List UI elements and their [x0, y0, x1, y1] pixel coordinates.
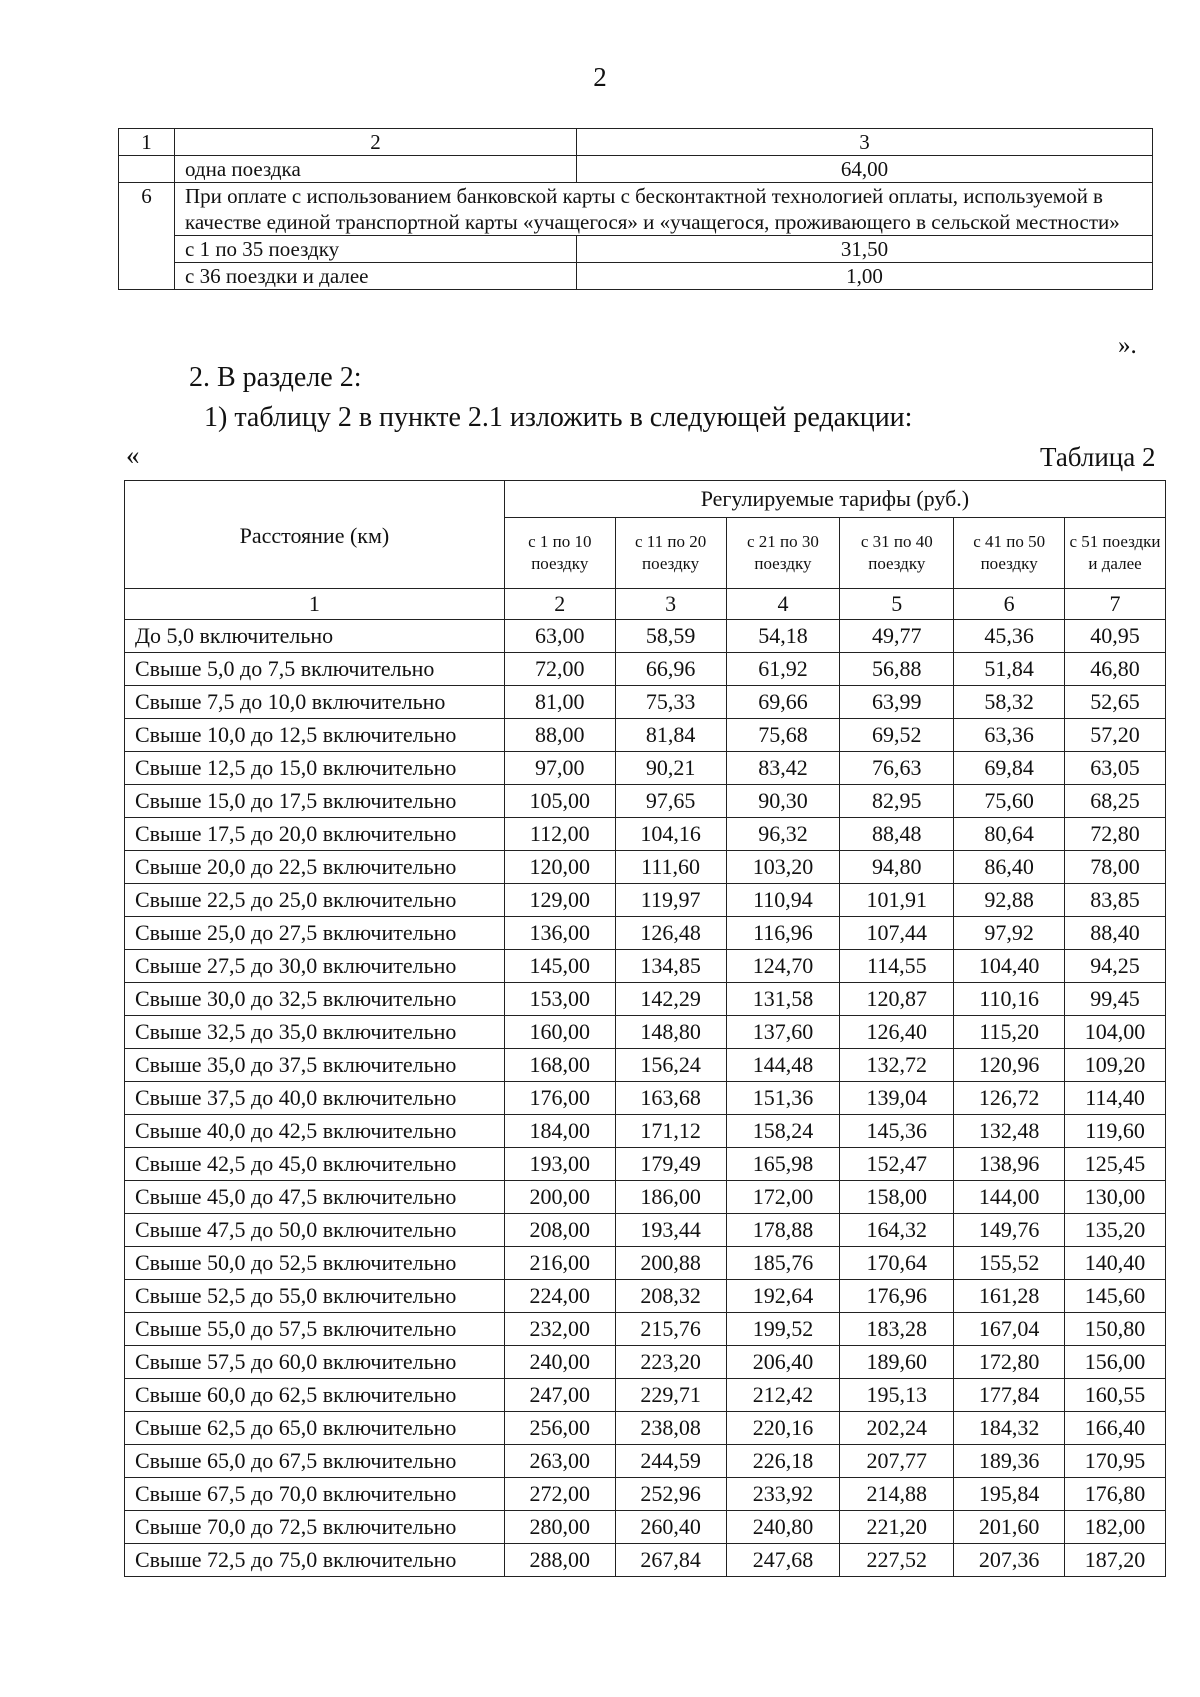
column-number: 1 — [125, 589, 505, 620]
row-value: 1,00 — [577, 263, 1153, 290]
tariff-cell: 97,00 — [504, 752, 615, 785]
table-row — [125, 653, 1166, 686]
tariff-cell: 240,00 — [504, 1346, 615, 1379]
tariff-cell: 144,00 — [954, 1181, 1065, 1214]
tariff-cell: 110,94 — [726, 884, 840, 917]
tariff-cell: 139,04 — [840, 1082, 954, 1115]
tariff-cell: 201,60 — [954, 1511, 1065, 1544]
tariff-cell: 130,00 — [1065, 1181, 1166, 1214]
tariff-cell: 136,00 — [504, 917, 615, 950]
tariff-cell: 185,76 — [726, 1247, 840, 1280]
tariff-cell: 75,60 — [954, 785, 1065, 818]
column-number: 2 — [175, 129, 577, 156]
tariff-cell: 144,48 — [726, 1049, 840, 1082]
column-header: с 41 по 50 поездку — [954, 518, 1065, 589]
tariff-cell: 75,68 — [726, 719, 840, 752]
table-row — [125, 1478, 1166, 1511]
tariff-cell: 166,40 — [1065, 1412, 1166, 1445]
table-row — [125, 719, 1166, 752]
table-row — [125, 1379, 1166, 1412]
tariff-cell: 140,40 — [1065, 1247, 1166, 1280]
tariff-cell: 88,40 — [1065, 917, 1166, 950]
tariff-cell: 145,00 — [504, 950, 615, 983]
table-row — [125, 1214, 1166, 1247]
tariff-cell: 134,85 — [615, 950, 726, 983]
tariff-cell: 63,36 — [954, 719, 1065, 752]
tariff-cell: 125,45 — [1065, 1148, 1166, 1181]
tariff-cell: 193,00 — [504, 1148, 615, 1181]
table-row — [125, 1313, 1166, 1346]
tariff-cell: 72,80 — [1065, 818, 1166, 851]
tariff-cell: 114,55 — [840, 950, 954, 983]
distance-cell: Свыше 52,5 до 55,0 включительно — [125, 1280, 505, 1313]
tariff-cell: 104,16 — [615, 818, 726, 851]
distance-cell: Свыше 45,0 до 47,5 включительно — [125, 1181, 505, 1214]
distance-cell: Свыше 37,5 до 40,0 включительно — [125, 1082, 505, 1115]
tariff-cell: 176,80 — [1065, 1478, 1166, 1511]
tariff-cell: 195,13 — [840, 1379, 954, 1412]
tariff-cell: 247,00 — [504, 1379, 615, 1412]
tariff-cell: 66,96 — [615, 653, 726, 686]
tariff-cell: 206,40 — [726, 1346, 840, 1379]
tariff-cell: 192,64 — [726, 1280, 840, 1313]
tariff-cell: 158,24 — [726, 1115, 840, 1148]
distance-cell: Свыше 35,0 до 37,5 включительно — [125, 1049, 505, 1082]
tariff-cell: 208,32 — [615, 1280, 726, 1313]
tariff-cell: 193,44 — [615, 1214, 726, 1247]
tariff-cell: 150,80 — [1065, 1313, 1166, 1346]
tariff-cell: 119,60 — [1065, 1115, 1166, 1148]
table-row — [119, 263, 1153, 290]
tariff-cell: 263,00 — [504, 1445, 615, 1478]
tariff-cell: 111,60 — [615, 851, 726, 884]
table-row — [125, 1115, 1166, 1148]
tariff-cell: 90,30 — [726, 785, 840, 818]
tariff-cell: 82,95 — [840, 785, 954, 818]
distance-cell: Свыше 22,5 до 25,0 включительно — [125, 884, 505, 917]
tariff-cell: 167,04 — [954, 1313, 1065, 1346]
tariff-cell: 207,77 — [840, 1445, 954, 1478]
tariff-cell: 83,85 — [1065, 884, 1166, 917]
tariff-cell: 153,00 — [504, 983, 615, 1016]
tariff-cell: 63,05 — [1065, 752, 1166, 785]
row-label: с 1 по 35 поездку — [175, 236, 577, 263]
tariff-cell: 208,00 — [504, 1214, 615, 1247]
tariff-cell: 105,00 — [504, 785, 615, 818]
tariff-cell: 99,45 — [1065, 983, 1166, 1016]
tariff-cell: 171,12 — [615, 1115, 726, 1148]
tariff-cell: 215,76 — [615, 1313, 726, 1346]
tariff-cell: 78,00 — [1065, 851, 1166, 884]
tariff-cell: 164,32 — [840, 1214, 954, 1247]
tariff-cell: 115,20 — [954, 1016, 1065, 1049]
row-value: 31,50 — [577, 236, 1153, 263]
tariff-cell: 97,65 — [615, 785, 726, 818]
tariff-cell: 220,16 — [726, 1412, 840, 1445]
distance-cell: Свыше 72,5 до 75,0 включительно — [125, 1544, 505, 1577]
tariff-cell: 148,80 — [615, 1016, 726, 1049]
tariff-cell: 126,40 — [840, 1016, 954, 1049]
tariff-cell: 202,24 — [840, 1412, 954, 1445]
tariff-cell: 288,00 — [504, 1544, 615, 1577]
item-paragraph: 1) таблицу 2 в пункте 2.1 изложить в следующей редакции: — [204, 402, 913, 433]
distance-cell: Свыше 30,0 до 32,5 включительно — [125, 983, 505, 1016]
tariff-cell: 88,00 — [504, 719, 615, 752]
tariff-cell: 212,42 — [726, 1379, 840, 1412]
tariff-cell: 132,72 — [840, 1049, 954, 1082]
table-row — [125, 884, 1166, 917]
tariff-cell: 109,20 — [1065, 1049, 1166, 1082]
table-row — [125, 1511, 1166, 1544]
tariff-cell: 238,08 — [615, 1412, 726, 1445]
top-tariff-table-fragment — [118, 128, 1153, 290]
distance-cell: Свыше 12,5 до 15,0 включительно — [125, 752, 505, 785]
tariff-cell: 168,00 — [504, 1049, 615, 1082]
tariff-cell: 45,36 — [954, 620, 1065, 653]
tariff-cell: 101,91 — [840, 884, 954, 917]
tariff-cell: 260,40 — [615, 1511, 726, 1544]
distance-cell: Свыше 27,5 до 30,0 включительно — [125, 950, 505, 983]
tariff-cell: 110,16 — [954, 983, 1065, 1016]
column-number: 6 — [954, 589, 1065, 620]
tariff-cell: 58,32 — [954, 686, 1065, 719]
tariff-cell: 176,96 — [840, 1280, 954, 1313]
row-number — [119, 156, 175, 183]
tariff-cell: 272,00 — [504, 1478, 615, 1511]
tariff-cell: 200,00 — [504, 1181, 615, 1214]
tariff-cell: 280,00 — [504, 1511, 615, 1544]
column-header: с 31 по 40 поездку — [840, 518, 954, 589]
closing-quote: ». — [1118, 332, 1137, 359]
table-row — [119, 156, 1153, 183]
table-row — [125, 1247, 1166, 1280]
distance-cell: Свыше 42,5 до 45,0 включительно — [125, 1148, 505, 1181]
column-header: с 11 по 20 поездку — [615, 518, 726, 589]
table-row — [125, 1016, 1166, 1049]
tariff-cell: 120,87 — [840, 983, 954, 1016]
tariff-cell: 63,99 — [840, 686, 954, 719]
tariff-cell: 207,36 — [954, 1544, 1065, 1577]
tariff-cell: 119,97 — [615, 884, 726, 917]
tariff-cell: 124,70 — [726, 950, 840, 983]
tariff-cell: 170,64 — [840, 1247, 954, 1280]
tariff-cell: 120,00 — [504, 851, 615, 884]
tariff-cell: 40,95 — [1065, 620, 1166, 653]
tariff-cell: 189,60 — [840, 1346, 954, 1379]
tariff-cell: 126,48 — [615, 917, 726, 950]
distance-cell: Свыше 7,5 до 10,0 включительно — [125, 686, 505, 719]
tariff-cell: 81,84 — [615, 719, 726, 752]
tariff-cell: 75,33 — [615, 686, 726, 719]
tariff-cell: 156,24 — [615, 1049, 726, 1082]
tariff-cell: 90,21 — [615, 752, 726, 785]
tariff-cell: 223,20 — [615, 1346, 726, 1379]
distance-cell: Свыше 5,0 до 7,5 включительно — [125, 653, 505, 686]
table-row — [125, 1148, 1166, 1181]
distance-cell: Свыше 47,5 до 50,0 включительно — [125, 1214, 505, 1247]
distance-cell: Свыше 65,0 до 67,5 включительно — [125, 1445, 505, 1478]
table-row — [125, 917, 1166, 950]
tariff-cell: 68,25 — [1065, 785, 1166, 818]
row-label: При оплате с использованием банковской карты с бесконтактной технологией оплаты, используемой в качестве единой транспортной карты «учащегося» и «учащегося, проживающего в сельской местности» — [175, 183, 1153, 236]
opening-quote: « — [126, 440, 140, 470]
tariff-cell: 247,68 — [726, 1544, 840, 1577]
tariff-cell: 179,49 — [615, 1148, 726, 1181]
tariff-cell: 200,88 — [615, 1247, 726, 1280]
tariff-cell: 177,84 — [954, 1379, 1065, 1412]
tariff-cell: 131,58 — [726, 983, 840, 1016]
column-number: 1 — [119, 129, 175, 156]
tariff-cell: 244,59 — [615, 1445, 726, 1478]
tariff-cell: 56,88 — [840, 653, 954, 686]
tariff-cell: 49,77 — [840, 620, 954, 653]
tariff-cell: 229,71 — [615, 1379, 726, 1412]
tariff-cell: 149,76 — [954, 1214, 1065, 1247]
table-row — [125, 1181, 1166, 1214]
tariff-cell: 69,66 — [726, 686, 840, 719]
tariff-cell: 160,00 — [504, 1016, 615, 1049]
tariff-cell: 120,96 — [954, 1049, 1065, 1082]
table-row — [125, 983, 1166, 1016]
table-row — [119, 183, 1153, 236]
tariff-cell: 104,40 — [954, 950, 1065, 983]
tariff-cell: 88,48 — [840, 818, 954, 851]
tariff-cell: 94,25 — [1065, 950, 1166, 983]
distance-cell: Свыше 62,5 до 65,0 включительно — [125, 1412, 505, 1445]
table-row — [119, 236, 1153, 263]
tariff-cell: 92,88 — [954, 884, 1065, 917]
table-header-row — [119, 129, 1153, 156]
table-row — [125, 1082, 1166, 1115]
distance-header: Расстояние (км) — [125, 481, 505, 589]
tariff-cell: 97,92 — [954, 917, 1065, 950]
tariff-cell: 186,00 — [615, 1181, 726, 1214]
tariff-cell: 226,18 — [726, 1445, 840, 1478]
column-number: 3 — [615, 589, 726, 620]
column-number: 7 — [1065, 589, 1166, 620]
table-row — [125, 785, 1166, 818]
tariff-cell: 267,84 — [615, 1544, 726, 1577]
tariff-cell: 61,92 — [726, 653, 840, 686]
table-row — [125, 851, 1166, 884]
tariff-cell: 116,96 — [726, 917, 840, 950]
tariff-cell: 155,52 — [954, 1247, 1065, 1280]
tariff-cell: 172,80 — [954, 1346, 1065, 1379]
tariff-cell: 51,84 — [954, 653, 1065, 686]
tariff-table — [124, 480, 1166, 1577]
tariff-cell: 58,59 — [615, 620, 726, 653]
tariff-cell: 233,92 — [726, 1478, 840, 1511]
distance-cell: Свыше 32,5 до 35,0 включительно — [125, 1016, 505, 1049]
table-row — [125, 1544, 1166, 1577]
tariff-cell: 126,72 — [954, 1082, 1065, 1115]
tariff-cell: 145,36 — [840, 1115, 954, 1148]
tariff-cell: 57,20 — [1065, 719, 1166, 752]
column-number: 5 — [840, 589, 954, 620]
tariff-cell: 224,00 — [504, 1280, 615, 1313]
column-numbers-row — [125, 589, 1166, 620]
distance-cell: До 5,0 включительно — [125, 620, 505, 653]
tariff-cell: 63,00 — [504, 620, 615, 653]
tariff-cell: 86,40 — [954, 851, 1065, 884]
tariff-cell: 145,60 — [1065, 1280, 1166, 1313]
tariff-cell: 183,28 — [840, 1313, 954, 1346]
table-header-row — [125, 481, 1166, 518]
row-label: с 36 поездки и далее — [175, 263, 577, 290]
row-number: 6 — [119, 183, 175, 290]
tariff-cell: 142,29 — [615, 983, 726, 1016]
tariff-cell: 104,00 — [1065, 1016, 1166, 1049]
row-label: одна поездка — [175, 156, 577, 183]
column-number: 4 — [726, 589, 840, 620]
distance-cell: Свыше 17,5 до 20,0 включительно — [125, 818, 505, 851]
column-header: с 51 поездки и далее — [1065, 518, 1166, 589]
tariff-cell: 69,52 — [840, 719, 954, 752]
tariff-cell: 176,00 — [504, 1082, 615, 1115]
table-label: Таблица 2 — [1040, 442, 1156, 472]
distance-cell: Свыше 55,0 до 57,5 включительно — [125, 1313, 505, 1346]
tariff-cell: 221,20 — [840, 1511, 954, 1544]
table-row — [125, 752, 1166, 785]
tariff-cell: 114,40 — [1065, 1082, 1166, 1115]
section-paragraph: 2. В разделе 2: — [189, 362, 362, 393]
distance-cell: Свыше 70,0 до 72,5 включительно — [125, 1511, 505, 1544]
tariff-cell: 156,00 — [1065, 1346, 1166, 1379]
tariff-cell: 232,00 — [504, 1313, 615, 1346]
tariff-cell: 46,80 — [1065, 653, 1166, 686]
column-header: с 1 по 10 поездку — [504, 518, 615, 589]
tariff-cell: 187,20 — [1065, 1544, 1166, 1577]
page-number: 2 — [593, 62, 607, 92]
distance-cell: Свыше 50,0 до 52,5 включительно — [125, 1247, 505, 1280]
table-row — [125, 1445, 1166, 1478]
tariff-cell: 216,00 — [504, 1247, 615, 1280]
tariff-cell: 94,80 — [840, 851, 954, 884]
tariff-cell: 172,00 — [726, 1181, 840, 1214]
tariff-cell: 54,18 — [726, 620, 840, 653]
distance-cell: Свыше 20,0 до 22,5 включительно — [125, 851, 505, 884]
column-number: 3 — [577, 129, 1153, 156]
tariff-cell: 195,84 — [954, 1478, 1065, 1511]
tariff-cell: 132,48 — [954, 1115, 1065, 1148]
tariff-cell: 80,64 — [954, 818, 1065, 851]
tariff-cell: 158,00 — [840, 1181, 954, 1214]
tariff-cell: 165,98 — [726, 1148, 840, 1181]
tariff-cell: 170,95 — [1065, 1445, 1166, 1478]
distance-cell: Свыше 40,0 до 42,5 включительно — [125, 1115, 505, 1148]
table-row — [125, 950, 1166, 983]
table-row — [125, 620, 1166, 653]
distance-cell: Свыше 67,5 до 70,0 включительно — [125, 1478, 505, 1511]
tariff-cell: 184,32 — [954, 1412, 1065, 1445]
tariff-cell: 107,44 — [840, 917, 954, 950]
tariff-cell: 214,88 — [840, 1478, 954, 1511]
tariff-cell: 182,00 — [1065, 1511, 1166, 1544]
tariff-cell: 135,20 — [1065, 1214, 1166, 1247]
tariff-cell: 52,65 — [1065, 686, 1166, 719]
table-row — [125, 1280, 1166, 1313]
tariff-cell: 227,52 — [840, 1544, 954, 1577]
tariff-cell: 83,42 — [726, 752, 840, 785]
tariff-cell: 137,60 — [726, 1016, 840, 1049]
table-row — [125, 686, 1166, 719]
tariff-cell: 256,00 — [504, 1412, 615, 1445]
column-number: 2 — [504, 589, 615, 620]
tariff-cell: 69,84 — [954, 752, 1065, 785]
row-value: 64,00 — [577, 156, 1153, 183]
table-row — [125, 1412, 1166, 1445]
tariff-cell: 252,96 — [615, 1478, 726, 1511]
distance-cell: Свыше 10,0 до 12,5 включительно — [125, 719, 505, 752]
tariff-cell: 189,36 — [954, 1445, 1065, 1478]
distance-cell: Свыше 57,5 до 60,0 включительно — [125, 1346, 505, 1379]
table-row — [125, 1346, 1166, 1379]
tariff-cell: 240,80 — [726, 1511, 840, 1544]
tariff-cell: 163,68 — [615, 1082, 726, 1115]
distance-cell: Свыше 25,0 до 27,5 включительно — [125, 917, 505, 950]
tariff-cell: 178,88 — [726, 1214, 840, 1247]
tariff-cell: 103,20 — [726, 851, 840, 884]
tariff-cell: 112,00 — [504, 818, 615, 851]
tariff-cell: 81,00 — [504, 686, 615, 719]
table-row — [125, 1049, 1166, 1082]
tariff-cell: 129,00 — [504, 884, 615, 917]
tariffs-group-header: Регулируемые тарифы (руб.) — [504, 481, 1165, 518]
tariff-table-body — [125, 620, 1166, 1577]
tariff-cell: 96,32 — [726, 818, 840, 851]
distance-cell: Свыше 60,0 до 62,5 включительно — [125, 1379, 505, 1412]
tariff-cell: 138,96 — [954, 1148, 1065, 1181]
tariff-cell: 184,00 — [504, 1115, 615, 1148]
tariff-cell: 199,52 — [726, 1313, 840, 1346]
tariff-cell: 72,00 — [504, 653, 615, 686]
tariff-cell: 161,28 — [954, 1280, 1065, 1313]
tariff-cell: 76,63 — [840, 752, 954, 785]
table-row — [125, 818, 1166, 851]
tariff-cell: 151,36 — [726, 1082, 840, 1115]
tariff-cell: 152,47 — [840, 1148, 954, 1181]
distance-cell: Свыше 15,0 до 17,5 включительно — [125, 785, 505, 818]
tariff-cell: 160,55 — [1065, 1379, 1166, 1412]
column-header: с 21 по 30 поездку — [726, 518, 840, 589]
